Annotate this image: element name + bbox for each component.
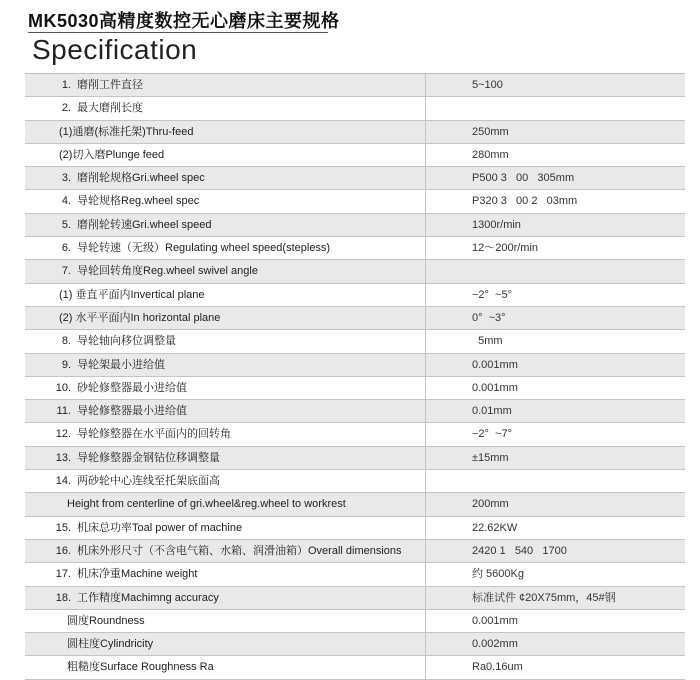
spec-label: 机床总功率Toal power of machine — [77, 521, 243, 534]
table-row — [25, 284, 685, 307]
title-divider — [28, 32, 328, 33]
spec-label-cell — [25, 190, 425, 212]
row-number: 11. — [56, 405, 71, 418]
row-number: 15. — [55, 521, 71, 534]
spec-label-cell — [25, 470, 425, 492]
spec-value: ±15mm — [425, 447, 685, 469]
table-row — [25, 423, 685, 446]
spec-value: 2420 1 540 1700 — [425, 540, 685, 562]
spec-label: 最大磨削长度 — [77, 102, 143, 115]
spec-label-cell — [25, 307, 425, 329]
table-row — [25, 493, 685, 516]
spec-label-cell — [25, 587, 425, 609]
spec-label: 工作精度Machimng accuracy — [77, 591, 219, 604]
spec-value — [425, 260, 685, 282]
spec-value: 标准试件 ¢20X75mm，45#钢 — [425, 587, 685, 609]
spec-value: Ra0.16um — [425, 656, 685, 678]
spec-value: 0.01mm — [425, 400, 685, 422]
spec-value — [425, 97, 685, 119]
row-number: 14. — [55, 475, 71, 488]
table-row — [25, 400, 685, 423]
table-row — [25, 563, 685, 586]
spec-value: 0.001mm — [425, 610, 685, 632]
spec-value: 0.002mm — [425, 633, 685, 655]
spec-label-cell — [25, 74, 425, 96]
spec-value — [425, 470, 685, 492]
table-row — [25, 610, 685, 633]
spec-label-cell — [25, 284, 425, 306]
row-number: 9. — [61, 358, 71, 371]
row-number: 18. — [55, 591, 71, 604]
spec-table — [25, 73, 685, 680]
spec-label: Height from centerline of gri.wheel&reg.wheel to workrest — [67, 498, 346, 511]
table-row — [25, 633, 685, 656]
spec-label-cell — [25, 97, 425, 119]
table-row — [25, 517, 685, 540]
row-number: 13. — [55, 451, 71, 464]
table-row — [25, 190, 685, 213]
row-number: 4. — [61, 195, 71, 208]
spec-label-cell — [25, 540, 425, 562]
spec-value: −2° ~7° — [425, 423, 685, 445]
table-row — [25, 656, 685, 679]
spec-label: 导轮修整器最小进给值 — [77, 405, 187, 418]
spec-label: 导轮修整器在水平面内的回转角 — [77, 428, 231, 441]
table-row — [25, 97, 685, 120]
spec-value: 0° ~3° — [425, 307, 685, 329]
spec-label: 圆度Roundness — [67, 614, 145, 627]
table-row — [25, 377, 685, 400]
spec-label: 导轮规格Reg.wheel spec — [77, 195, 200, 208]
row-number: 8. — [61, 335, 71, 348]
spec-label-cell — [25, 237, 425, 259]
table-row — [25, 354, 685, 377]
spec-label-cell — [25, 447, 425, 469]
table-row — [25, 237, 685, 260]
row-number: 12. — [55, 428, 71, 441]
spec-label-cell — [25, 656, 425, 678]
section-title: Specification — [32, 34, 198, 65]
spec-label-cell — [25, 633, 425, 655]
spec-value: P320 3 00 2 03mm — [425, 190, 685, 212]
table-row — [25, 470, 685, 493]
table-row — [25, 214, 685, 237]
spec-label: 粗糙度Surface Roughness Ra — [67, 661, 214, 674]
spec-label-cell — [25, 610, 425, 632]
spec-label: (2) 水平平面内In horizontal plane — [59, 311, 221, 324]
spec-value: 12～200r/min — [425, 237, 685, 259]
spec-label-cell — [25, 354, 425, 376]
spec-label-cell — [25, 377, 425, 399]
spec-label-cell — [25, 563, 425, 585]
spec-value: 0.001mm — [425, 354, 685, 376]
row-number: 3. — [61, 172, 71, 185]
spec-label-cell — [25, 121, 425, 143]
table-row — [25, 540, 685, 563]
spec-value: P500 3 00 305mm — [425, 167, 685, 189]
table-row — [25, 307, 685, 330]
spec-label: 导轮架最小进给值 — [77, 358, 165, 371]
spec-value: −2° ~5° — [425, 284, 685, 306]
row-number: 2. — [61, 102, 71, 115]
spec-label-cell — [25, 167, 425, 189]
spec-label: 磨削轮转速Gri.wheel speed — [77, 218, 212, 231]
row-number: 17. — [55, 568, 71, 581]
spec-value: 约 5600Kg — [425, 563, 685, 585]
spec-label: 两砂轮中心连线至托架底面高 — [77, 475, 220, 488]
table-row — [25, 447, 685, 470]
spec-label-cell — [25, 423, 425, 445]
spec-label-cell — [25, 400, 425, 422]
spec-value: 250mm — [425, 121, 685, 143]
row-number: 5. — [61, 218, 71, 231]
spec-label: (1)通磨(标准托架)Thru-feed — [59, 125, 194, 138]
row-number: 1. — [61, 79, 71, 91]
spec-label: 导轮回转角度Reg.wheel swivel angle — [77, 265, 258, 278]
spec-value: 5~100 — [425, 74, 685, 96]
table-row — [25, 121, 685, 144]
spec-value: 200mm — [425, 493, 685, 515]
spec-label: 导轮修整器金钢钻位移调整量 — [77, 451, 220, 464]
page-title: MK5030高精度数控无心磨床主要规格 — [28, 11, 340, 31]
table-row — [25, 330, 685, 353]
spec-label-cell — [25, 493, 425, 515]
spec-label: 导轮轴向移位调整量 — [77, 335, 176, 348]
spec-label: 砂轮修整器最小进给值 — [77, 381, 187, 394]
spec-label: 磨削轮规格Gri.wheel spec — [77, 172, 205, 185]
spec-label-cell — [25, 517, 425, 539]
spec-label-cell — [25, 330, 425, 352]
table-row — [25, 74, 685, 97]
spec-label: 导轮转速（无级）Regulating wheel speed(stepless) — [77, 242, 331, 255]
spec-label-cell — [25, 214, 425, 236]
spec-value: 5mm — [425, 330, 685, 352]
spec-value: 22.62KW — [425, 517, 685, 539]
spec-value: 0.001mm — [425, 377, 685, 399]
spec-label: 机床净重Machine weight — [77, 568, 198, 581]
spec-label: (1) 垂直平面内Invertical plane — [59, 288, 205, 301]
spec-label: 磨削工件直径 — [77, 79, 143, 91]
row-number: 16. — [55, 544, 71, 557]
spec-label: (2)切入磨Plunge feed — [59, 148, 165, 161]
spec-value: 1300r/min — [425, 214, 685, 236]
spec-label: 圆柱度Cylindricity — [67, 638, 154, 651]
row-number: 6. — [61, 242, 71, 255]
spec-value: 280mm — [425, 144, 685, 166]
table-row — [25, 587, 685, 610]
spec-label-cell — [25, 260, 425, 282]
spec-label-cell — [25, 144, 425, 166]
row-number: 7. — [61, 265, 71, 278]
spec-label: 机床外形尺寸（不含电气箱、水箱、润滑油箱）Overall dimensions — [77, 544, 402, 557]
table-row — [25, 260, 685, 283]
table-row — [25, 144, 685, 167]
table-row — [25, 167, 685, 190]
row-number: 10. — [55, 381, 71, 394]
